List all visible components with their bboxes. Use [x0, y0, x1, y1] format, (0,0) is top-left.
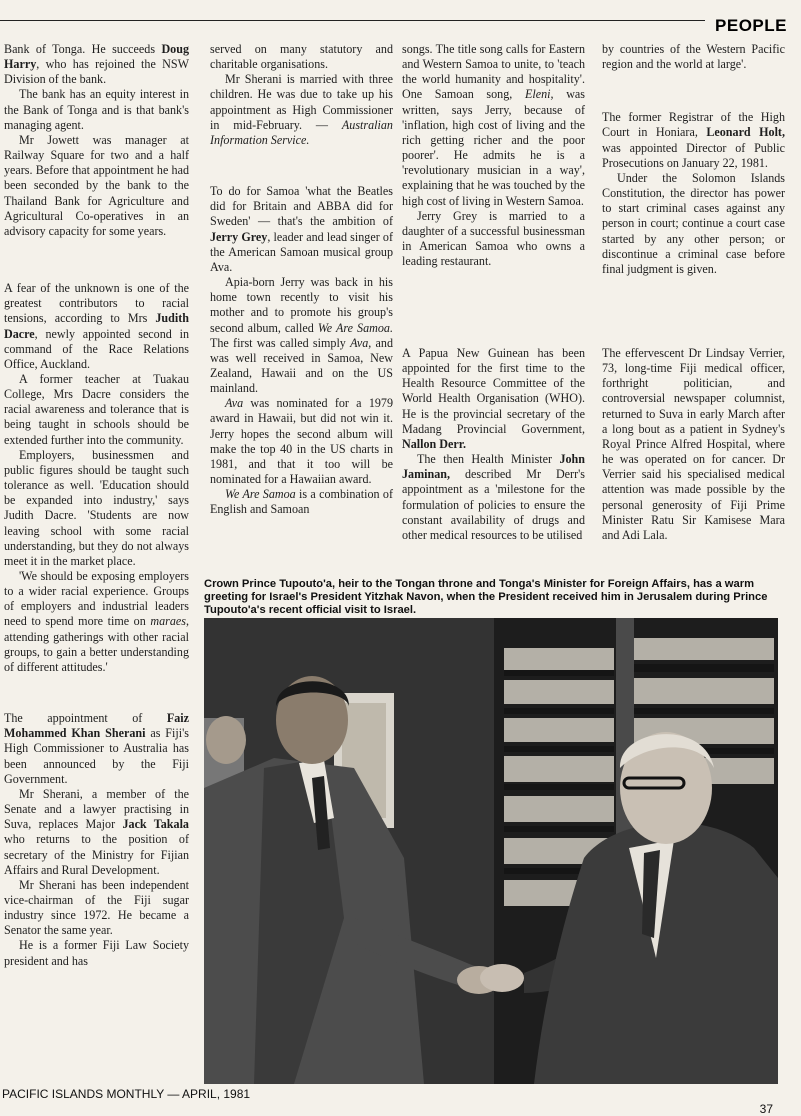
paragraph: Ava was nominated for a 1979 award in Hawaii, but did not win it. Jerry hopes the second album will make the top 40 in the US charts in 1981, and that it too will be nominated for a Hawaiian award.: [210, 396, 394, 487]
column-2: [210, 42, 393, 518]
paragraph: Mr Jowett was manager at Railway Square for two and a half years. Before that appointment he had been seconded by the bank to the Thailand Bank for Agriculture and Agricultural Co-operatives in an advisory capacity for some years.: [4, 132, 189, 238]
footer-publication: PACIFIC ISLANDS MONTHLY — APRIL, 1981: [2, 1087, 251, 1101]
paragraph: Apia-born Jerry was back in his home town recently to visit his mother and to promote his group's second album, called We Are Samoa. The first was called simply Ava, and was well received in Samoa, New Zealand, Hawaii and on the US mainland.: [210, 275, 393, 396]
handshake-photo: [204, 618, 778, 1084]
paragraph: by countries of the Western Pacific region and the world at large'.: [602, 42, 785, 72]
paragraph: The effervescent Dr Lindsay Verrier, 73, long-time Fiji medical officer, forthright politician, and controversial newspaper columnist, returned to Suva in early March after a long bout as a patient in Sydney's Royal Prince Alfred Hospital, where he was operated on for cancer. Dr Verrier said his specialised medical attention was made possible by the personal generosity of Fiji Prime Minister Ratu Sir Kamisese Mara and Adi Lala.: [602, 346, 785, 542]
paragraph: The bank has an equity interest in the Bank of Tonga and is that bank's managing agent.: [4, 87, 189, 132]
page-number: 37: [759, 1102, 773, 1116]
paragraph: 'We should be exposing employers to a wider racial experience. Groups of employers and industrial leaders need to spend more time on maraes, attending gatherings with other racial groups, to gain a better understanding of different attitudes.': [4, 569, 189, 674]
paragraph: We Are Samoa is a combination of English and Samoan: [210, 487, 393, 517]
column-3-lower: [402, 346, 585, 543]
paragraph: Bank of Tonga. He succeeds Doug Harry, who has rejoined the NSW Division of the bank.: [4, 42, 189, 87]
paragraph: Under the Solomon Islands Constitution, the director has power to start criminal cases against any person in court; continue a court case started by any other person; or discontinue a criminal case before final judgment is given.: [602, 170, 785, 276]
paragraph: Jerry Grey is married to a daughter of a successful businessman in American Samoa who owns a leading restaurant.: [402, 208, 585, 269]
paragraph: To do for Samoa 'what the Beatles did for Britain and ABBA did for Sweden' — that's the ambition of Jerry Grey, leader and lead singer of the American Samoan musical group Ava.: [210, 184, 393, 274]
paragraph: Mr Sherani is married with three children. He was due to take up his appointment as High Commissioner in mid-February. — Australian Information Service.: [210, 72, 393, 147]
paragraph: He is a former Fiji Law Society president and has: [4, 938, 189, 968]
photo: [204, 618, 778, 1084]
paragraph: The former Registrar of the High Court in Honiara, Leonard Holt, was appointed Director of Public Prosecutions on January 22, 1981.: [602, 110, 785, 170]
paragraph: A Papua New Guinean has been appointed for the first time to the Health Resource Committee of the World Health Organisation (WHO). He is the provincial secretary of the Madang Provincial Government, Nallon Derr.: [402, 346, 585, 451]
column-3: [402, 42, 585, 269]
paragraph: songs. The title song calls for Eastern and Western Samoa to unite, to 'teach the world humanity and hospitality'. One Samoan song, Eleni, was written, says Jerry, because of 'inflation, high cost of living and the rich getting richer and the poor poorer'. He admits he is a 'revolutionary musician in a way', explaining that he was touched by the high cost of living in Western Samoa.: [402, 42, 586, 208]
header-rule: [0, 20, 705, 21]
paragraph: Employers, businessmen and public figures should be taught such tolerance as well. 'Education should be expanded into industry,' says Judith Dacre. 'Students are now leaving school with some racial understanding, but they do not always meet it in the market place.: [4, 447, 189, 568]
paragraph: served on many statutory and charitable organisations.: [210, 42, 393, 72]
paragraph: Mr Sherani has been independent vice-chairman of the Fiji sugar industry since 1972. He became a Senator the same year.: [4, 877, 189, 938]
paragraph: Mr Sherani, a member of the Senate and a lawyer practising in Suva, replaces Major Jack Takala who returns to the position of secretary of the Ministry for Fijian Affairs and Rural Development.: [4, 786, 189, 877]
column-4: [602, 42, 785, 277]
paragraph: A fear of the unknown is one of the greatest contributors to racial tensions, according to Mrs Judith Dacre, newly appointed second in command of the Race Relations Office, Auckland.: [4, 281, 189, 371]
paragraph: The then Health Minister John Jaminan, described Mr Derr's appointment as a 'milestone for the formulation of policies to ensure the constant availability of drugs and other medical resources to be utilised: [402, 452, 585, 542]
paragraph: The appointment of Faiz Mohammed Khan Sherani as Fiji's High Commissioner to Australia has been announced by the Fiji Government.: [4, 711, 190, 786]
paragraph: A former teacher at Tuakau College, Mrs Dacre considers the racial awareness and tolerance that is being taught in schools should be extended further into the community.: [4, 371, 189, 447]
column-1: [4, 42, 189, 969]
column-4-lower: [602, 346, 785, 543]
section-title: PEOPLE: [715, 16, 787, 35]
photo-caption: Crown Prince Tupouto'a, heir to the Tongan throne and Tonga's Minister for Foreign Affairs, has a warm greeting for Israel's President Yitzhak Navon, when the President received him in Jerusalem during Prince Tupouto'a's recent official visit to Israel.: [204, 578, 768, 616]
